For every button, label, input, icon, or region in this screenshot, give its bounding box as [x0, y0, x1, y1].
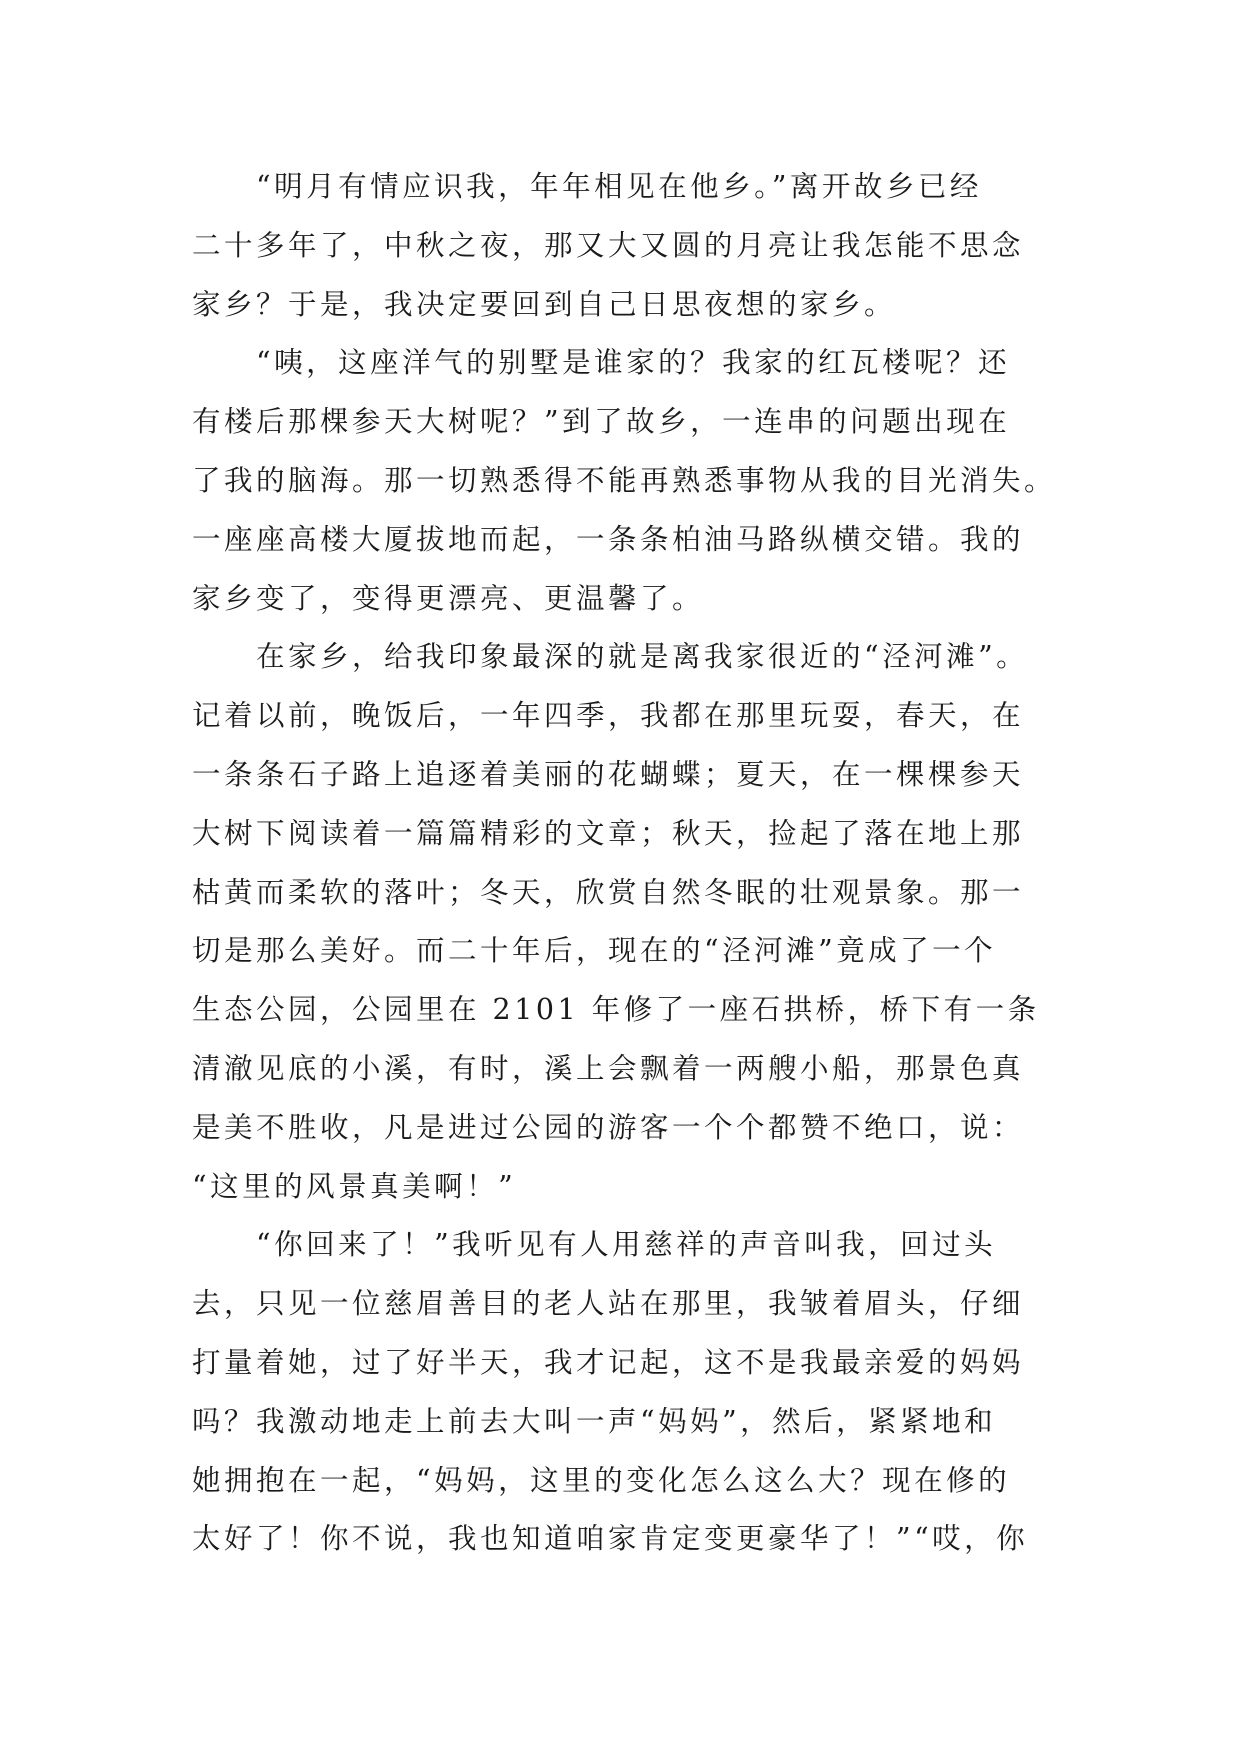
text-line: 有楼后那棵参天大树呢？”到了故乡，一连串的问题出现在 [192, 405, 1011, 439]
text-line: 打量着她，过了好半天，我才记起，这不是我最亲爱的妈妈 [192, 1345, 1025, 1379]
text-line: 去，只见一位慈眉善目的老人站在那里，我皱着眉头，仔细 [192, 1287, 1025, 1321]
text-line: 家乡变了，变得更漂亮、更温馨了。 [192, 581, 705, 615]
essay-body [192, 158, 1057, 1569]
text-line: “明月有情应识我，年年相见在他乡。”离开故乡已经 [256, 170, 982, 203]
text-line: “你回来了！”我听见有人用慈祥的声音叫我，回过头 [256, 1228, 997, 1262]
text-line: “咦，这座洋气的别墅是谁家的？我家的红瓦楼呢？还 [256, 346, 1011, 380]
text-line: “这里的风景真美啊！” [192, 1169, 517, 1203]
text-line: 生态公园，公园里在 2101 年修了一座石拱桥，桥下有一条 [192, 993, 1040, 1027]
text-line: 家乡？于是，我决定要回到自己日思夜想的家乡。 [192, 287, 897, 321]
text-line: 是美不胜收，凡是进过公园的游客一个个都赞不绝口，说： [192, 1110, 1025, 1144]
text-line: 记着以前，晚饭后，一年四季，我都在那里玩耍，春天，在 [192, 699, 1025, 733]
text-line: 切是那么美好。而二十年后，现在的“泾河滩”竟成了一个 [192, 934, 997, 968]
text-line: 大树下阅读着一篇篇精彩的文章；秋天，捡起了落在地上那 [192, 816, 1025, 850]
text-line: 一条条石子路上追逐着美丽的花蝴蝶；夏天，在一棵棵参天 [192, 757, 1025, 791]
text-line: 在家乡，给我印象最深的就是离我家很近的“泾河滩”。 [256, 640, 1029, 674]
text-line: 二十多年了，中秋之夜，那又大又圆的月亮让我怎能不思念 [192, 228, 1025, 262]
text-line: 清澈见底的小溪，有时，溪上会飘着一两艘小船，那景色真 [192, 1051, 1025, 1085]
text-line: 了我的脑海。那一切熟悉得不能再熟悉事物从我的目光消失。 [192, 463, 1057, 497]
text-line: 枯黄而柔软的落叶；冬天，欣赏自然冬眠的壮观景象。那一 [192, 875, 1025, 909]
text-line: 吗？我激动地走上前去大叫一声“妈妈”，然后，紧紧地和 [192, 1404, 997, 1438]
text-line: 她拥抱在一起，“妈妈，这里的变化怎么这么大？现在修的 [192, 1463, 1011, 1497]
text-line: 一座座高楼大厦拔地而起，一条条柏油马路纵横交错。我的 [192, 522, 1025, 556]
text-line: 太好了！你不说，我也知道咱家肯定变更豪华了！”“哎，你 [192, 1522, 1029, 1556]
